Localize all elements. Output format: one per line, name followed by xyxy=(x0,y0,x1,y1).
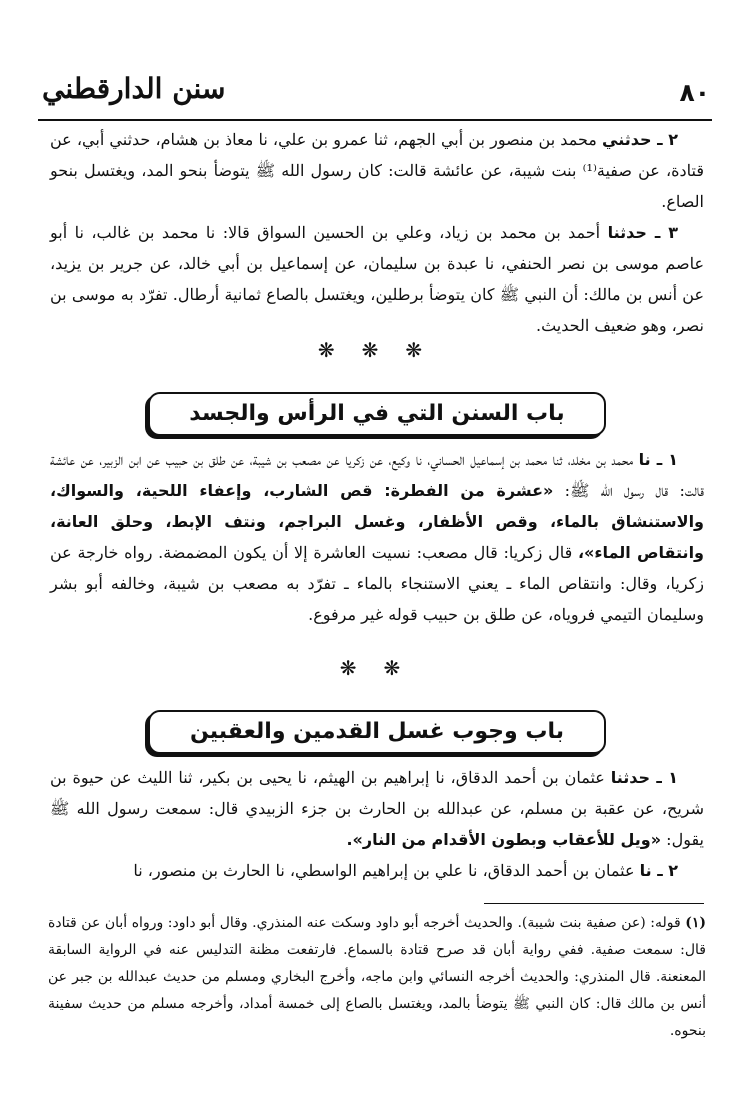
hadith-text: أحمد بن محمد بن زياد، وعلي بن الحسين السواق قالا: نا محمد بن غالب، نا أبو عاصم موسى بن نصر الحنفي، نا عبدة بن سليمان، عن إسماعيل بن أبي خالد، عن جرير بن يزيد، عن أنس بن مالك: أن النبي ﷺ كان يتوضأ برطلين، ويغتسل بالصاع ثمانية أرطال. تفرّد به موسى بن نصر، وهو ضعيف الحديث. xyxy=(50,223,705,335)
hadith-number-lead: ٢ ـ نا xyxy=(639,861,678,880)
hadith-number-lead: ١ ـ حدثنا xyxy=(610,768,678,787)
header-rule xyxy=(38,119,712,121)
hadith-number-lead: ٣ ـ حدثنا xyxy=(607,223,678,242)
footnote xyxy=(48,910,706,1045)
hadith-commentary: قال زكريا: قال مصعب: نسيت العاشرة إلا أن يكون المضمضة. رواه خارجة عن زكريا، وقال: وانتقاص الماء ـ يعني الاستنجاء بالماء ـ تفرّد به مصعب بن شيبة، وخالفه أبو بشر وسليمان التيمي فروياه، عن طلق بن حبيب قوله غير مرفوع. xyxy=(50,543,704,624)
hadith-number-lead: ١ ـ نا xyxy=(638,450,678,469)
chapter-title-box: باب السنن التي في الرأس والجسد xyxy=(148,392,606,436)
section-divider-stars: ❋ ❋ ❋ xyxy=(317,338,433,362)
hadith-paragraph-2 xyxy=(50,855,704,886)
hadith-paragraph-3 xyxy=(50,217,704,341)
section-divider-stars: ❋ ❋ xyxy=(339,656,411,680)
hadith-text: محمد بن منصور بن أبي الجهم، ثنا عمرو بن علي، نا معاذ بن هشام، حدثني أبي، عن قتادة، عن صفية⁽¹⁾ بنت شيبة، عن عائشة قالت: كان رسول الله ﷺ يتوضأ بنحو المد، ويغتسل بنحو الصاع. xyxy=(50,130,704,211)
footnote-rule xyxy=(484,903,704,904)
book-title: سنن الدارقطني xyxy=(42,72,226,105)
page-header xyxy=(42,72,710,116)
hadith-chain: محمد بن مخلد، ثنا محمد بن إسماعيل الحساني، نا وكيع، عن زكريا عن مصعب بن شيبة، عن طلق بن حبيب عن ابن الزبير، عن عائشة قالت: قال رسول الله ﷺ: xyxy=(50,450,705,500)
footnote-text: قوله: (عن صفية بنت شيبة). والحديث أخرجه أبو داود وسكت عنه المنذري. وقال أبو داود: ورواه أبان عن قتادة قال: سمعت صفية. ففي رواية أبان قد صرح قتادة بالسماع. فارتفعت مظنة التدليس عنه في الرواية السابقة المعنعنة. قال المنذري: والحديث أخرجه النسائي وابن ماجه، وأخرج البخاري ومسلم من حديث عبدالله بن جبر عن أنس بن مالك قال: كان النبي ﷺ يتوضأ بالمد، ويغتسل بالصاع إلى خمسة أمداد، وأخرجه مسلم من حديث سفينة بنحوه. xyxy=(48,915,706,1039)
section-continued xyxy=(50,124,704,341)
chapter-1-body xyxy=(50,444,704,630)
hadith-chain: عثمان بن أحمد الدقاق، نا إبراهيم بن الهيثم، نا يحيى بن بكير، ثنا الليث عن حيوة بن شريح، عن عقبة بن مسلم، عن عبدالله بن الحارث بن جزء الزبيدي قال: سمعت رسول الله ﷺ يقول: xyxy=(50,768,704,849)
hadith-paragraph-1 xyxy=(50,444,704,630)
hadith-quote: «عشرة من الفطرة: قص الشارب، وإعفاء اللحية، والسواك، والاستنشاق بالماء، وقص الأظفار، وغسل البراجم، ونتف الإبط، وحلق العانة، وانتقاص الماء»، xyxy=(50,481,704,562)
hadith-text: عثمان بن أحمد الدقاق، نا علي بن إبراهيم الواسطي، نا الحارث بن منصور، نا xyxy=(133,861,635,880)
hadith-quote: «ويل للأعقاب وبطون الأقدام من النار». xyxy=(346,830,662,849)
hadith-paragraph-2 xyxy=(50,124,704,217)
hadith-paragraph-1 xyxy=(50,762,704,855)
chapter-title-box: باب وجوب غسل القدمين والعقبين xyxy=(148,710,606,754)
hadith-number-lead: ٢ ـ حدثني xyxy=(602,130,679,149)
chapter-2-body xyxy=(50,762,704,886)
footnote-number: (١) xyxy=(685,915,707,931)
page-number: ٨٠ xyxy=(679,78,710,107)
